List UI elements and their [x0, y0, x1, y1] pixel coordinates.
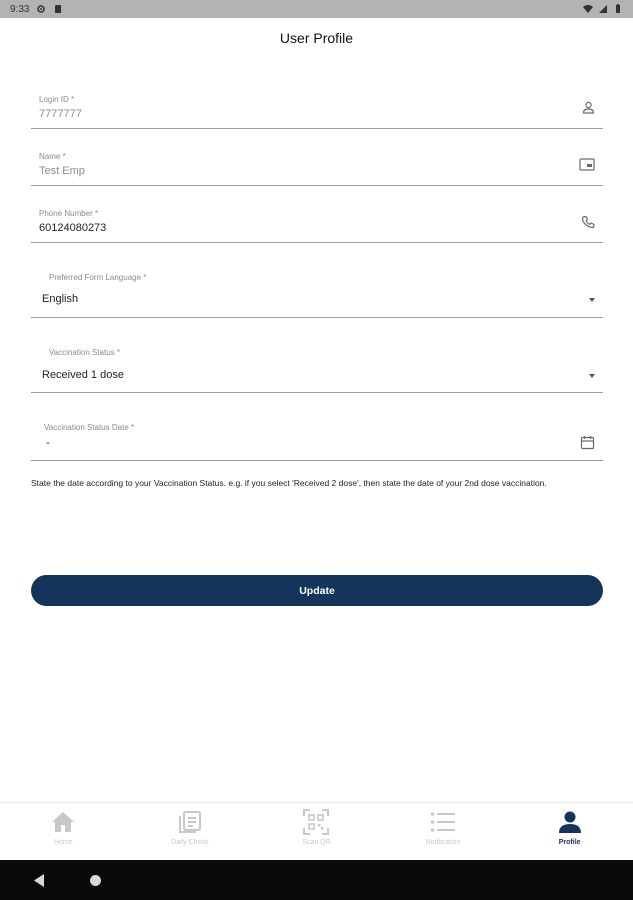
- vaccination-date-field[interactable]: [31, 416, 603, 461]
- checklist-icon: [177, 809, 203, 835]
- back-icon[interactable]: [34, 874, 45, 887]
- profile-icon: [557, 809, 583, 835]
- system-navigation-bar: [0, 860, 633, 900]
- signal-icon: [598, 4, 608, 14]
- chevron-down-icon: [589, 374, 595, 378]
- battery-icon: [613, 4, 623, 14]
- home-button-icon[interactable]: [90, 875, 101, 886]
- calendar-icon[interactable]: [580, 435, 595, 450]
- nav-label-profile: Profile: [558, 839, 581, 846]
- language-label: Preferred Form Language *: [49, 273, 147, 282]
- wifi-icon: [583, 4, 593, 14]
- vaccination-date-value: -: [46, 437, 50, 449]
- status-time: 9:33: [10, 3, 30, 15]
- nav-item-daily-check[interactable]: [127, 803, 254, 860]
- page-title: User Profile: [279, 30, 354, 46]
- login-id-label: Login ID *: [39, 95, 75, 104]
- sd-card-icon: [53, 4, 63, 14]
- vaccination-status-select[interactable]: [31, 340, 603, 393]
- vaccination-status-label: Vaccination Status *: [49, 348, 121, 357]
- phone-value: 60124080273: [39, 222, 107, 234]
- vaccination-status-value: Received 1 dose: [42, 369, 124, 381]
- language-select[interactable]: [31, 265, 603, 318]
- name-value: Test Emp: [39, 165, 85, 177]
- settings-icon: [36, 4, 46, 14]
- login-id-field[interactable]: [31, 90, 603, 129]
- chevron-down-icon: [589, 298, 595, 302]
- person-icon: [582, 101, 595, 114]
- nav-label-notification: Notification: [425, 839, 461, 846]
- qr-scan-icon: [303, 809, 329, 835]
- list-icon: [430, 809, 456, 835]
- phone-field[interactable]: [31, 204, 603, 243]
- bottom-navigation: [0, 802, 633, 860]
- language-value: English: [42, 293, 79, 305]
- update-button[interactable]: Update: [31, 575, 603, 606]
- name-field[interactable]: [31, 147, 603, 186]
- nav-item-notification[interactable]: [380, 803, 507, 860]
- login-id-value: 7777777: [39, 108, 82, 120]
- home-icon: [50, 809, 76, 835]
- nav-label-home: Home: [53, 839, 73, 846]
- nav-item-home[interactable]: [0, 803, 127, 860]
- vaccination-helper-text: State the date according to your Vaccination Status. e.g. if you select 'Received 2 dose', then state the date of your 2nd dose vaccination.: [31, 478, 547, 488]
- status-bar: [0, 0, 633, 18]
- id-card-icon: [579, 158, 595, 171]
- nav-item-scan-qr[interactable]: [253, 803, 380, 860]
- name-label: Name *: [39, 152, 66, 161]
- vaccination-date-label: Vaccination Status Date *: [44, 423, 135, 432]
- nav-item-profile[interactable]: [506, 803, 633, 860]
- phone-label: Phone Number *: [39, 209, 99, 218]
- nav-label-scan-qr: Scan QR: [302, 839, 331, 846]
- nav-label-daily-check: Daily Check: [171, 839, 209, 846]
- phone-icon: [581, 215, 595, 229]
